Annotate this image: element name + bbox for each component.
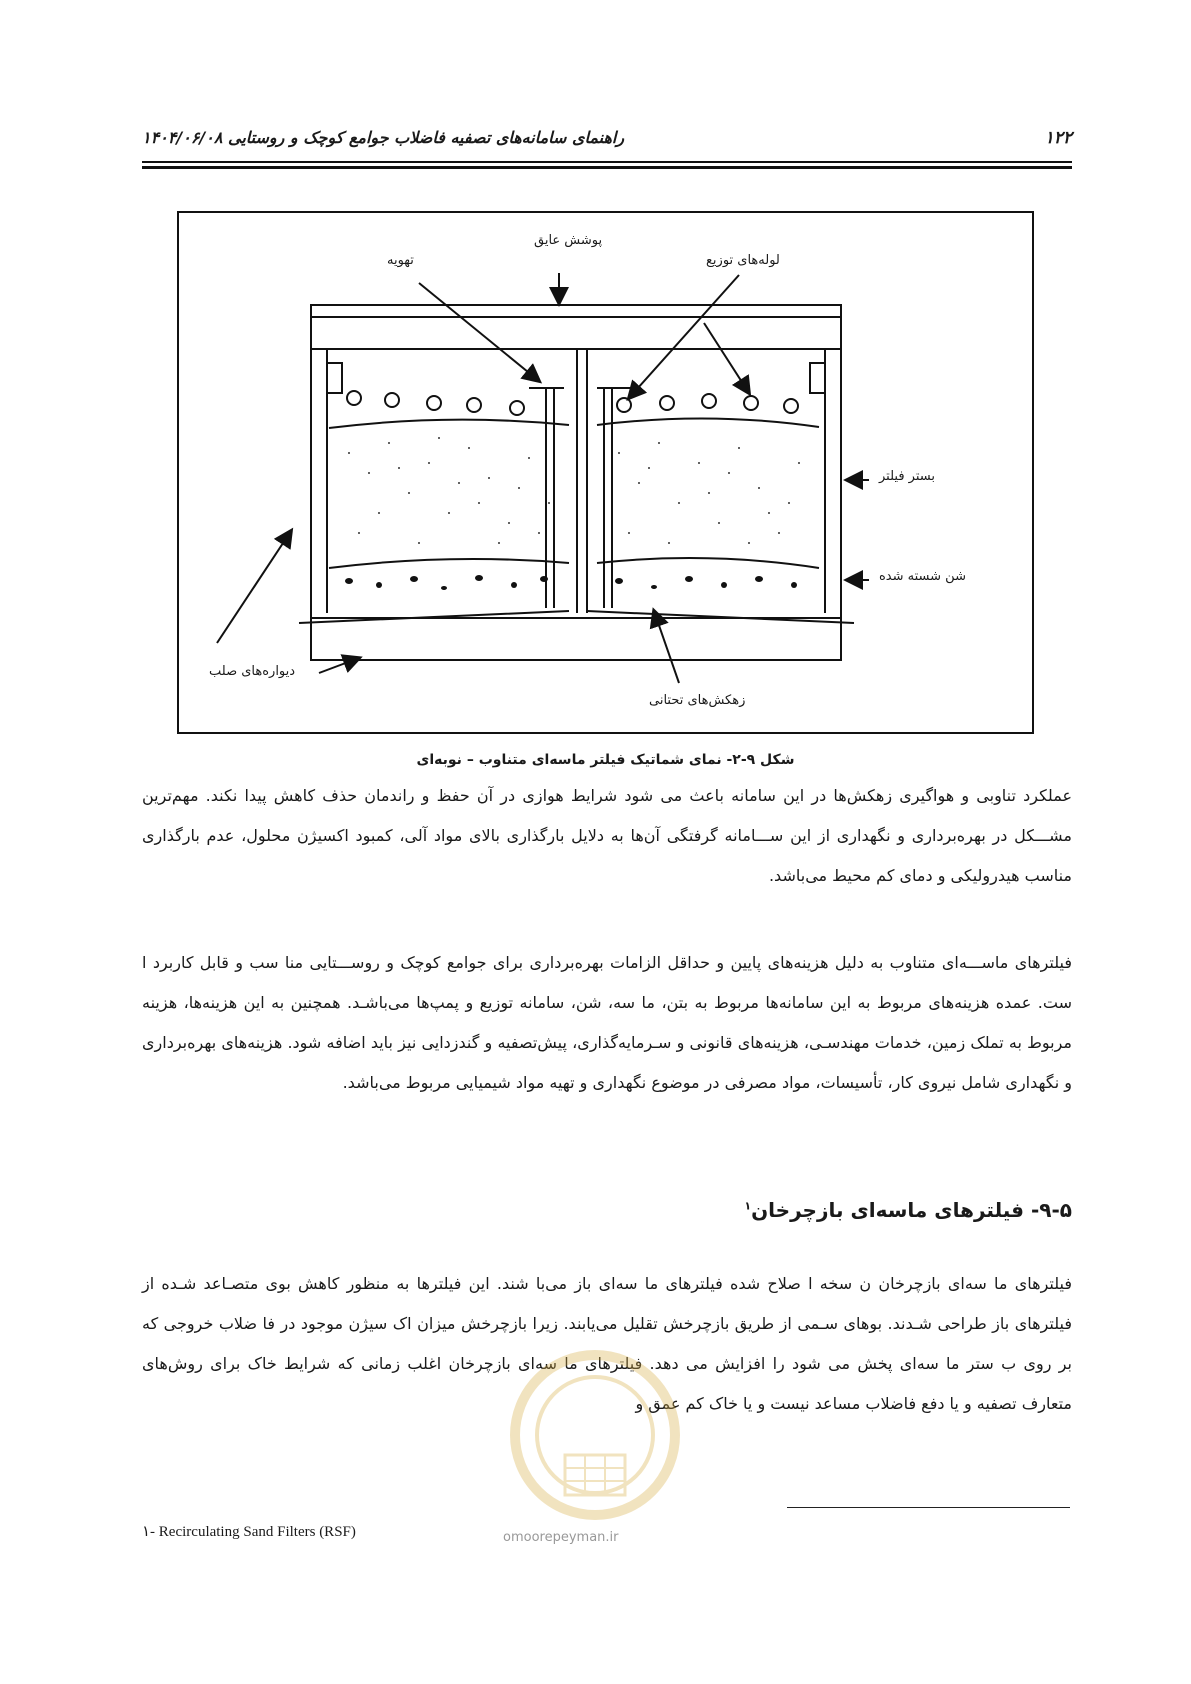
label-distribution-pipes: لوله‌های توزیع [706,253,780,268]
label-cover: پوشش عایق [534,233,603,248]
running-title: راهنمای سامانه‌های تصفیه فاضلاب جوامع کوچک و روستایی ۱۴۰۴/۰۶/۰۸ [142,128,625,147]
section-heading [744,1198,1072,1222]
label-vent: تهویه [387,253,414,268]
footnote-separator [787,1507,1070,1508]
page-number: ۱۲۲ [1044,128,1072,148]
figure-caption: شکل ۹-۲- نمای شماتیک فیلتر ماسه‌ای متناوب – نوبه‌ای [416,752,795,768]
section-heading-text: ۹-۵- فیلترهای ماسه‌ای بازچرخان [751,1198,1072,1222]
label-rigid-walls: دیواره‌های صلب [209,664,296,679]
header-rule [142,161,1072,163]
label-underdrains: زهکش‌های تحتانی [649,693,746,708]
footnote-ref[interactable]: ۱ [744,1199,752,1213]
paragraph: فیلترهای ماســـه‌ای متناوب به دلیل هزینه‌های پایین و حداقل الزامات بهره‌برداری برای جوامع کوچک و روســـتایی منا سب و قابل کاربرد ا ست. عمده هزینه‌های مربوط به این سامانه‌ها مربوط به بتن، ما سه، شن، سامانه توزیع و پمپ‌ها می‌باشـد. همچنین به این هزینه‌ها، هزینه مربوط به تملک زمین، خدمات مهندسـی، هزینه‌های قانونی و سـرمایه‌گذاری، پیش‌تصفیه و گندزدایی نیز باید اضافه شود. هزینه‌های بهره‌برداری و نگهداری شامل نیروی کار، تأسیسات، مواد مصرفی در موضوع نگهداری و تهیه مواد شیمیایی مربوط می‌باشد. [142,953,1072,1092]
label-washed-gravel: شن شسته شده [879,569,966,584]
paragraph: فیلترهای ما سه‌ای بازچرخان ن سخه ا صلاح شده فیلترهای ما سه‌ای باز می‌با شند. این فیلترها به منظور کاهش بوی متصـاعد شـده از فیلترهای باز طراحی شـدند. بوهای سـمی از طریق بازچرخش تقلیل می‌یابند. زیرا بازچرخش میزان اک سیژن موجود در فا ضلاب خروجی که بر روی ب ستر ما سه‌ای پخش می شود را افزایش می دهد. فیلترهای ما سه‌ای بازچرخان اغلب زمانی که شرایط خاک برای روش‌های متعارف تصفیه و یا دفع فاضلاب مساعد نیست و یا خاک کم عمق و [142,1274,1072,1413]
label-filter-bed: بستر فیلتر [879,469,935,484]
page-header [142,128,1072,162]
header-rule-thick [142,166,1072,169]
footnote: ۱- Recirculating Sand Filters (RSF) [142,1524,356,1540]
paragraph: عملکرد تناوبی و هواگیری زهکش‌ها در این سامانه باعث می شود شرایط هوازی در آن حفظ و راندمان حذف کاهش پیدا نکند. مهم‌ترین مشـــکل در بهره‌برداری و نگهداری از این ســـامانه گرفتگی آن‌ها به دلایل بارگذاری بالای مواد آلی، کمبود اکسیژن محلول، عدم بارگذاری مناسب هیدرولیکی و دمای کم محیط می‌باشد. [142,786,1072,885]
watermark-seal [500,1340,690,1540]
watermark-url: omoorepeyman.ir [503,1530,619,1545]
figure-schematic [177,211,1034,734]
